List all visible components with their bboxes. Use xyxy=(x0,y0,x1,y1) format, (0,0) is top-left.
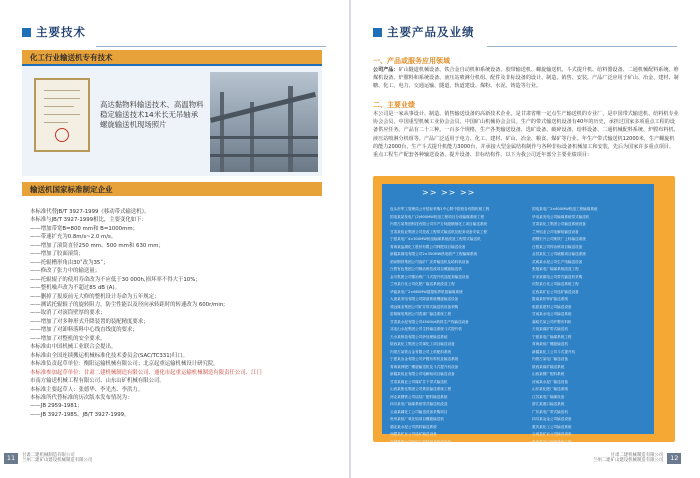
project-item: 祁连山水泥集团公司生料输送系统斗式提升机 xyxy=(390,327,462,331)
standard-line: ——测试托辊辊子的旋转阻力，防尘性能以及径向承转距时的转速改为 600r/min; xyxy=(30,301,226,308)
heading-rule xyxy=(487,46,677,47)
project-item: 兰州铝业公司电解铝输送设备 xyxy=(532,229,579,234)
products-paragraph xyxy=(373,66,679,91)
section-title: 主要技术 xyxy=(36,25,86,39)
project-item: 平凉某煤电公司带式输送机采购 xyxy=(532,274,583,279)
project-item: 浙江某港口输送系统 xyxy=(532,402,565,406)
project-item: 甘南某水电公司输送系统 xyxy=(532,312,572,316)
project-item: 宁夏某冶金有限公司炉膛布料机及输送系统 xyxy=(390,357,459,361)
project-item: 华能某电厂2×660MW超超临界机组输煤系统 xyxy=(390,289,463,294)
standard-line-highlight: 本标准参加起草单位：甘肃二建机械制造有限公司、通化市起重运输机械制造有限责任公司、江门 xyxy=(30,369,262,376)
project-item: 宁夏某电厂4×300MW机组输煤系统改造工程带式输送机 xyxy=(390,237,481,241)
patent-band xyxy=(22,50,322,64)
project-item: 四川某冶金公司输送设备 xyxy=(532,417,572,421)
standard-line: ——增加了对卸料落料中心线直线度的要求； xyxy=(30,327,138,334)
standard-band xyxy=(22,182,322,196)
project-item: 四川某电厂输煤系统带式输送机改造 xyxy=(390,402,448,406)
project-item: 窑街煤电集团公司洗煤厂输送系统工程 xyxy=(390,312,452,316)
project-item: 甘肃某铝业集团公司技改工程带式输送机及配套设备安装工程 xyxy=(390,229,488,234)
project-item: 包钢集团公司选矿厂给料机及输送设备 xyxy=(390,439,452,444)
project-item: 山西某钢厂配料系统 xyxy=(532,372,565,376)
standard-line: 本标准由全国连续搬运机械标准化技术委员会(SAC/TC331)归口。 xyxy=(30,352,188,359)
performance-paragraph: 本公司是一家从事设计、制造、销售输送设备的高新技术企业，是甘肃省唯一定点生产输送机的专业厂，是中国带式输送机、给料机专业协会会员，中国重型机械工业协会会员、中国矿山机械协会会员。生产的带式输送机设备有40年的历史，承担过国家多项重点工程的设备供应任务。产品有二十三种，一百多个规格，生产各类输送设备、选矿设备、破碎设备、给料设备、二通机械配料系统、炉膛布料机、液压站喷淋分机组等。产品广泛适用于电力、化工、建材、矿山、冶金、粮食、煤矿等行业。年生产带式输送机12000米，生产螺旋机的能力2000台，生产斗式提升机能力3000台，并承接大型金属结构制作与各种非标设备机械加工和安装，先后为国家许多重点项目、重点工程生产配套各种输送设备、提升设备、非标结构件。以下为我公司近年部分主要业绩项目： xyxy=(373,111,679,159)
standard-band-label: 输送机国家标准制定企业 xyxy=(30,184,113,194)
standard-line: 本标准与JB/T 3927-1999相比，主要变化如下： xyxy=(30,217,147,224)
footer-company: 甘肃二建机械制造有限公司 xyxy=(610,452,664,458)
project-item: 广东某电厂带式输送机 xyxy=(532,409,568,414)
footer-company: 兰州二建矿山建设机械制造有限公司 xyxy=(22,458,93,463)
project-item: 青海某钾肥厂螺旋输送机及斗式提升机设备 xyxy=(390,364,459,369)
project-item: 陕西某化工集团公司煤化工项目输送设备 xyxy=(390,342,455,346)
project-item: 西藏某矿业公司选矿输送设备 xyxy=(390,432,437,436)
patent-block xyxy=(22,64,322,176)
standard-line: ——JB 3927-1985、JB/T 3927-1999。 xyxy=(30,411,130,418)
project-item: 金川集团公司镍冶炼厂斗式提升机及配套输送设备 xyxy=(390,274,470,279)
section-title: 主要产品及业绩 xyxy=(387,25,475,39)
project-item: 湖北某水泥公司熟料输送系统 xyxy=(390,424,437,429)
project-item: 天水某铸造有限公司砂处理输送系统 xyxy=(390,334,448,339)
project-item: 嘉峪关某公司炉膛布料机 xyxy=(532,319,572,324)
projects-panel xyxy=(382,184,654,444)
standard-line: 本标准代替JB/T 3927-1999《移动带式输送机》。 xyxy=(30,209,150,215)
standard-line: ——增加了对整机的安全要求。 xyxy=(30,335,106,342)
products-text: 矿山隧道机械设备、铁合金自动机和系统设备、胶带输送机、螺旋输送机、斗式提升机、给料器设备、二通机械配料系统、堆煤机设备、炉膛料和系统设备、液压站喷淋分机组、配件及非标设备的设计、制造、销售、安装。产品广泛应用于矿山、冶金、建材、制糖、化工、电力、交通运输、隧道、轨道建设、煤粉、水泥、铸造等行业。 xyxy=(373,67,679,90)
project-item: 江苏某电厂输煤设备 xyxy=(532,394,565,399)
project-item: 临夏某建材公司输送设备 xyxy=(532,304,572,309)
standard-line: ——修改了张力中的输送量； xyxy=(30,268,101,275)
products-label: 公司产品： xyxy=(373,67,399,73)
project-item: 甘肃某化工集团公司输送系统设备 xyxy=(532,222,586,226)
project-item: 华电某发电公司输煤系统带式输送机 xyxy=(532,214,590,219)
standard-line: ——增加了胶面滚筒； xyxy=(30,251,84,258)
heading-rule xyxy=(96,46,326,47)
project-item: 包头市军工管理局公开招标采购1中心附中院校各有限机械工程 xyxy=(390,207,490,211)
project-item: 内蒙古某集团科技有限公司年产万吨级精细化工项目输送系统 xyxy=(390,222,488,226)
project-item: 甘肃某水泥有限公司4500t/d熟料生产线输送设备 xyxy=(390,319,469,324)
standard-line: ——JB 2959-1981； xyxy=(30,403,83,410)
standard-line: 市南方输送机械工程有限公司、山东山矿机械有限公司。 xyxy=(30,378,165,385)
project-item: 张掖某电厂输煤系统改造工程 xyxy=(532,267,579,271)
projects-list-right xyxy=(532,206,598,446)
project-item: 陕西某煤矿输送系统 xyxy=(532,364,565,369)
standard-line: ——取消了对滚筒壁厚的要求； xyxy=(30,310,106,317)
project-item: 重庆某化工公司输送系统 xyxy=(532,424,572,429)
page-number: 12 xyxy=(667,453,681,464)
project-item: 新疆某铝业有限公司电解铝项目输送设备 xyxy=(390,372,455,376)
standard-line: ——增加了滚筒直径250 mm、500 mm和 630 mm； xyxy=(30,242,164,249)
subtitle-performance: 二、主要业绩 xyxy=(373,101,415,109)
project-item: 河南某水泥厂输送设备 xyxy=(532,379,568,384)
page-number: 11 xyxy=(4,453,18,464)
project-item: 金昌某化工公司硫酸项目输送系统 xyxy=(532,252,586,256)
project-item: 靖远煤业集团公司矿井带式输送机设备采购 xyxy=(390,304,459,309)
projects-list-left xyxy=(390,206,489,446)
project-item: 宁夏某电厂输煤系统工程 xyxy=(532,334,572,339)
standard-line: 本标准所代替标准的历次版本发布情况为： xyxy=(30,394,133,401)
left-footer xyxy=(4,452,92,464)
project-item: 武威某水泥公司生产线输送设备 xyxy=(532,259,583,264)
patent-caption: 高达黏物料输送技术、高温物料稳定输送技术14米长无吊轴承螺旋输送机现场照片 xyxy=(100,100,204,129)
project-item: 白银某公司锌冶炼项目输送设备 xyxy=(532,244,583,249)
right-footer xyxy=(593,452,681,464)
standard-line: 本标准由中国机械工业联合会提出。 xyxy=(30,344,117,351)
project-item: 贵州某电厂输煤系统工程 xyxy=(532,439,572,444)
project-item: 云南某磷化工公司输送设备采购项目 xyxy=(390,409,448,414)
project-item: 甘肃某煤业公司煤矿井下带式输送机 xyxy=(390,379,448,384)
project-item: 云南某矿业公司输送设备 xyxy=(532,432,572,436)
project-item: 白银有色集团公司铜冶炼技改项目螺旋输送机 xyxy=(390,267,462,271)
project-item: 国电某电厂2×600MW机组工程输煤系统 xyxy=(532,207,598,211)
footer-company: 甘肃二建机械制造有限公司 xyxy=(22,452,75,458)
project-item: 青海某铝厂螺旋输送机 xyxy=(532,342,568,346)
project-item: 贵州某铝厂氧化铝项目螺旋输送机 xyxy=(390,417,444,421)
project-item: 天祝某煤矿带式输送机 xyxy=(532,327,568,331)
standard-text xyxy=(30,208,330,419)
project-item: 山东某化肥厂输送系统 xyxy=(532,387,568,391)
standard-line: ——增加了对多种形式升降装置的装配精度要求； xyxy=(30,318,149,325)
project-item: 新疆某化工公司斗式提升机 xyxy=(532,349,576,354)
left-page xyxy=(0,0,349,478)
project-item: 酒钢宏兴公司炼铁厂上料输送系统 xyxy=(532,237,586,241)
standard-line: ——带速扩充为0.8m/s~2.0 m/s。 xyxy=(30,234,117,241)
project-item: 陇南某铅锌矿输送系统 xyxy=(532,297,568,301)
project-item: 定西某矿业公司选矿输送设备 xyxy=(532,289,579,294)
project-item: 新疆某煤电有限公司2×350MW热电联产工程输煤系统 xyxy=(390,252,478,256)
subtitle-application: 一、产品或服务应用领域 xyxy=(373,57,450,65)
project-item: 庆阳某石化公司输送系统工程 xyxy=(532,282,579,286)
standard-line: 本标准负责起草单位：衡阳运输机械有限公司；北京起重运输机械设计研究院。 xyxy=(30,361,219,368)
project-item: 内蒙古某铁合金有限公司上料配料系统 xyxy=(390,349,452,354)
standard-line: ——托辊辊子的使用寿命改为不应低于30 000h,损坏率不得大于10%； xyxy=(30,276,201,283)
project-item: 酒泉钢铁集团公司选矿厂皮带输送机及给料机设备 xyxy=(390,259,470,264)
standard-line: ——整机噪声改为不超过85 dB (A)。 xyxy=(30,285,120,292)
right-page xyxy=(351,0,700,478)
project-item: 青海某盐湖化工股份有限公司钾肥项目输送设备 xyxy=(390,244,466,249)
project-item: 河北某钢铁公司烧结厂配料输送系统 xyxy=(390,394,448,399)
project-item: 山西某焦化集团公司焦炭输送系统工程 xyxy=(390,387,452,391)
standard-line: ——托辊槽形角由30˚改为35˚； xyxy=(30,259,109,266)
chevron-arrows-icon: >> >> >> xyxy=(422,188,476,197)
project-item: 内蒙古某电厂输送设备 xyxy=(532,357,568,361)
standard-line: ——增加带宽B=800 mm和 B=1000mm； xyxy=(30,225,138,232)
footer-company: 兰州二建矿山建设机械制造有限公司 xyxy=(593,458,664,463)
project-item: 大唐某发电有限公司除渣系统螺旋输送设备 xyxy=(390,297,459,301)
red-seal-icon xyxy=(55,128,69,142)
standard-line: ——删掉了报废前无大修的整机设计寿命为五年规定； xyxy=(30,293,160,300)
conveyor-site-photo xyxy=(210,72,318,172)
patent-band-label: 化工行业输送机专有技术 xyxy=(30,52,113,62)
project-item: 国电某某发电厂(2)600MW机组工程项目分项输煤系统工程 xyxy=(390,214,485,219)
patent-certificate-image xyxy=(34,78,90,152)
standard-line: 本标准主要起草人：张德华、李光杰、李洪力。 xyxy=(30,386,144,393)
project-item: 兰州某石化公司化肥厂输送系统改造工程 xyxy=(390,282,455,286)
